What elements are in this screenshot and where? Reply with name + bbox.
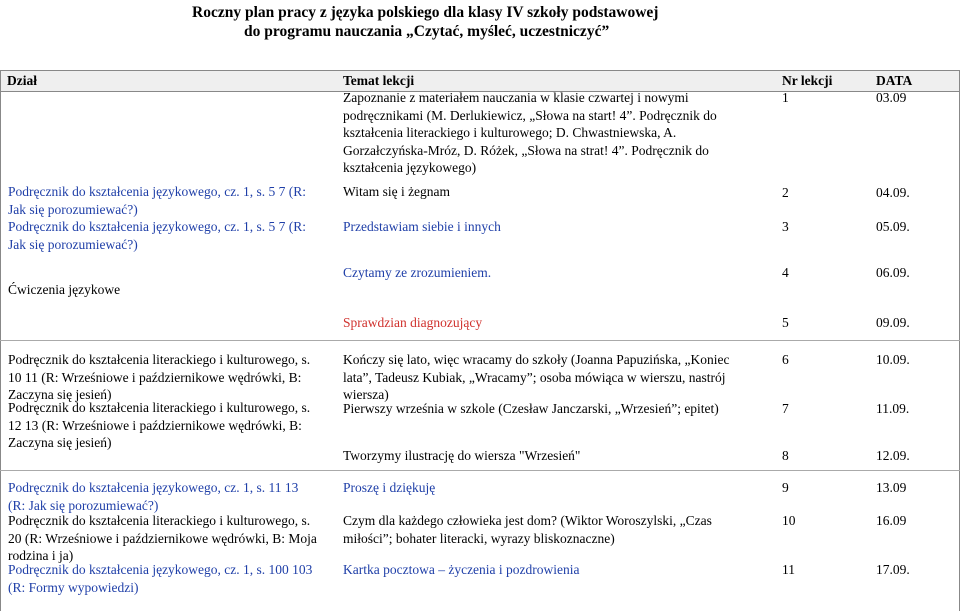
row-11-dzial: Podręcznik do kształcenia językowego, cz. 1, s. 100 103 (R: Formy wypowiedzi) [8,562,313,595]
row-5-temat: Sprawdzian diagnozujący [343,315,483,330]
row-9-nr: 9 [782,480,789,495]
row-2-temat: Witam się i żegnam [343,184,451,199]
row-4-data: 06.09. [876,265,910,280]
header-dzial: Dział [7,73,37,88]
row-6-nr: 6 [782,352,789,367]
row-11-nr: 11 [782,562,795,577]
row-2-dzial: Podręcznik do kształcenia językowego, cz. 1, s. 5 7 (R: Jak się porozumiewać?) [8,184,307,217]
row-11-temat: Kartka pocztowa – życzenia i pozdrowienia [343,562,580,577]
row-3-dzial: Podręcznik do kształcenia językowego, cz. 1, s. 5 7 (R: Jak się porozumiewać?) [8,219,307,252]
row-9-data: 13.09 [876,480,907,495]
row-2-nr: 2 [782,185,789,200]
row-2-data: 04.09. [876,185,910,200]
row-9-dzial: Podręcznik do kształcenia językowego, cz. 1, s. 11 13 (R: Jak się porozumiewać?) [8,480,299,513]
row-8-data: 12.09. [876,448,910,463]
row-1-nr: 1 [782,90,789,105]
row-3-temat: Przedstawiam siebie i innych [343,219,501,234]
row-10-nr: 10 [782,513,796,528]
section-divider [0,340,960,341]
row-7-dzial: Podręcznik do kształcenia literackiego i kulturowego, s. 12 13 (R: Wrześniowe i październikowe wędrówki, B: Zaczyna się jesień) [8,400,311,450]
section-divider [0,470,960,471]
title-line-1: Roczny plan pracy z języka polskiego dla klasy IV szkoły podstawowej [192,4,659,21]
row-10-dzial: Podręcznik do kształcenia literackiego i kulturowego, s. 20 (R: Wrześniowe i październikowe wędrówki, B: Moja rodzina i ja) [8,513,317,563]
row-6-data: 10.09. [876,352,910,367]
row-1-data: 03.09 [876,90,907,105]
row-7-data: 11.09. [876,401,910,416]
header-temat: Temat lekcji [343,73,415,88]
row-6-temat: Kończy się lato, więc wracamy do szkoły (Joanna Papuzińska, „Koniec lata”, Tadeusz Kubiak, „Wracamy”; osoba mówiąca w wierszu, nastrój wiersza) [343,352,730,402]
row-4-temat: Czytamy ze zrozumieniem. [343,265,492,280]
row-1-temat: Zapoznanie z materiałem nauczania w klasie czwartej i nowymi podręcznikami (M. Derlukiewicz, „Słowa na start! 4”. Podręcznik do kształcenia literackiego i kulturowego; D. Chwastniewska, A. Gorzałczyńska-Mróz, D. Różek, „Słowa na strat! 4”. Podręcznik do kształcenia językowego) [343,90,717,175]
row-11-data: 17.09. [876,562,910,577]
row-10-data: 16.09 [876,513,907,528]
row-7-temat: Pierwszy września w szkole (Czesław Janczarski, „Wrzesień”; epitet) [343,401,719,416]
row-9-temat: Proszę i dziękuję [343,480,436,495]
row-7-nr: 7 [782,401,789,416]
row-4-nr: 4 [782,265,789,280]
header-data: DATA [876,73,913,88]
row-10-temat: Czym dla każdego człowieka jest dom? (Wiktor Woroszylski, „Czas miłości”; bohater literacki, wyrazy bliskoznaczne) [343,513,712,546]
row-8-temat: Tworzymy ilustrację do wiersza "Wrzesień" [343,448,581,463]
row-5-data: 09.09. [876,315,910,330]
row-6-dzial: Podręcznik do kształcenia literackiego i kulturowego, s. 10 11 (R: Wrześniowe i październikowe wędrówki, B: Zaczyna się jesień) [8,352,311,402]
title-line-2: do programu nauczania „Czytać, myśleć, uczestniczyć” [244,23,610,40]
header-nr: Nr lekcji [782,73,833,88]
row-3-nr: 3 [782,219,789,234]
row-5-nr: 5 [782,315,789,330]
row-3-data: 05.09. [876,219,910,234]
row-4-dzial: Ćwiczenia językowe [8,282,121,297]
row-8-nr: 8 [782,448,789,463]
